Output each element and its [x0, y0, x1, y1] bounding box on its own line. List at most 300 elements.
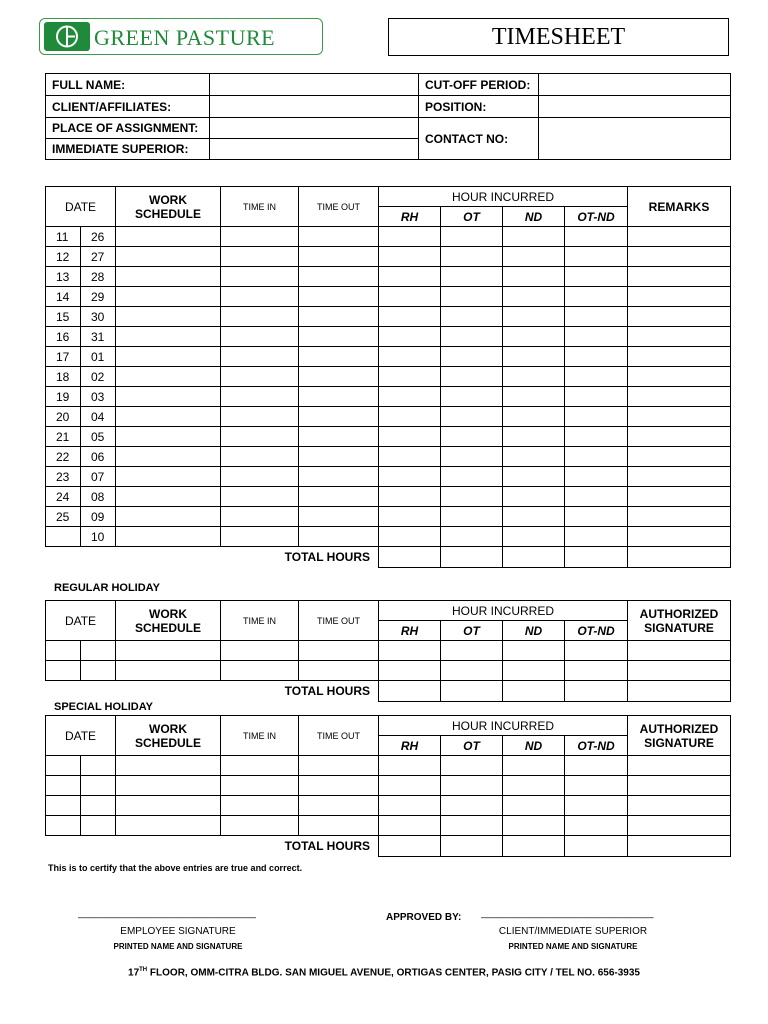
entry-cell[interactable]	[81, 816, 116, 836]
entry-cell[interactable]	[441, 661, 503, 681]
entry-cell[interactable]	[46, 661, 81, 681]
entry-cell[interactable]	[565, 307, 628, 327]
entry-cell[interactable]	[565, 347, 628, 367]
entry-cell[interactable]	[441, 447, 503, 467]
entry-cell[interactable]	[379, 487, 441, 507]
table-row	[46, 227, 731, 247]
table-row	[46, 407, 731, 427]
total-ot[interactable]	[441, 547, 503, 568]
client-field[interactable]	[210, 96, 419, 118]
entry-cell[interactable]	[379, 287, 441, 307]
entry-cell[interactable]	[379, 327, 441, 347]
entry-cell[interactable]	[379, 661, 441, 681]
col-ot: OT	[441, 207, 503, 227]
entry-cell[interactable]	[441, 641, 503, 661]
date-first-half: 13	[46, 267, 81, 287]
logo-mark-icon	[44, 22, 90, 51]
entry-cell[interactable]	[628, 756, 731, 776]
entry-cell[interactable]	[628, 247, 731, 267]
date-second-half: 01	[81, 347, 116, 367]
place-label: PLACE OF ASSIGNMENT:	[46, 118, 210, 139]
total-rh[interactable]	[379, 681, 441, 702]
entry-cell[interactable]	[441, 267, 503, 287]
col-rh: RH	[379, 207, 441, 227]
entry-cell[interactable]	[221, 527, 299, 547]
date-second-half: 06	[81, 447, 116, 467]
date-second-half: 04	[81, 407, 116, 427]
approver-printed-name-label: PRINTED NAME AND SIGNATURE	[508, 942, 638, 951]
col-date: DATE	[46, 601, 116, 641]
table-row	[46, 327, 731, 347]
date-second-half: 31	[81, 327, 116, 347]
entry-cell[interactable]	[379, 307, 441, 327]
entry-cell[interactable]	[503, 367, 565, 387]
entry-cell[interactable]	[565, 247, 628, 267]
entry-cell[interactable]	[628, 641, 731, 661]
entry-cell[interactable]	[565, 367, 628, 387]
approved-by-label: APPROVED BY:	[386, 912, 462, 923]
date-second-half: 09	[81, 507, 116, 527]
col-rh: RH	[379, 621, 441, 641]
entry-cell[interactable]	[379, 527, 441, 547]
special-holiday-table	[45, 715, 731, 857]
entry-cell[interactable]	[116, 447, 221, 467]
entry-cell[interactable]	[221, 387, 299, 407]
table-row	[46, 796, 731, 816]
table-row	[46, 447, 731, 467]
col-otnd: OT-ND	[565, 207, 628, 227]
entry-cell[interactable]	[379, 756, 441, 776]
entry-cell[interactable]	[299, 427, 379, 447]
entry-cell[interactable]	[628, 327, 731, 347]
entry-cell[interactable]	[221, 327, 299, 347]
entry-cell[interactable]	[221, 467, 299, 487]
entry-cell[interactable]	[628, 487, 731, 507]
entry-cell[interactable]	[379, 467, 441, 487]
entry-cell[interactable]	[221, 816, 299, 836]
entry-cell[interactable]	[565, 327, 628, 347]
entry-cell[interactable]	[221, 427, 299, 447]
entry-cell[interactable]	[299, 487, 379, 507]
date-second-half: 27	[81, 247, 116, 267]
entry-cell[interactable]	[503, 776, 565, 796]
company-logo	[39, 18, 323, 55]
entry-cell[interactable]	[379, 247, 441, 267]
entry-cell[interactable]	[81, 756, 116, 776]
entry-cell[interactable]	[379, 776, 441, 796]
entry-cell[interactable]	[441, 507, 503, 527]
entry-cell[interactable]	[299, 307, 379, 327]
col-work-schedule: WORK SCHEDULE	[116, 716, 221, 756]
entry-cell[interactable]	[503, 427, 565, 447]
entry-cell[interactable]	[628, 227, 731, 247]
entry-cell[interactable]	[116, 816, 221, 836]
entry-cell[interactable]	[116, 387, 221, 407]
table-row	[46, 367, 731, 387]
total-otnd[interactable]	[565, 547, 628, 568]
entry-cell[interactable]	[379, 816, 441, 836]
entry-cell[interactable]	[503, 387, 565, 407]
entry-cell[interactable]	[299, 661, 379, 681]
entry-cell[interactable]	[299, 467, 379, 487]
date-first-half: 17	[46, 347, 81, 367]
entry-cell[interactable]	[116, 776, 221, 796]
col-hour-incurred: HOUR INCURRED	[379, 187, 628, 207]
entry-cell[interactable]	[628, 307, 731, 327]
entry-cell[interactable]	[503, 327, 565, 347]
col-time-out: TIME OUT	[299, 187, 379, 227]
approver-signature-label: CLIENT/IMMEDIATE SUPERIOR	[498, 926, 648, 937]
entry-cell[interactable]	[299, 267, 379, 287]
company-name: GREEN PASTURE	[94, 25, 276, 50]
entry-cell[interactable]	[221, 407, 299, 427]
entry-cell[interactable]	[221, 267, 299, 287]
entry-cell[interactable]	[221, 796, 299, 816]
date-first-half: 20	[46, 407, 81, 427]
entry-cell[interactable]	[379, 267, 441, 287]
entry-cell[interactable]	[299, 641, 379, 661]
entry-cell[interactable]	[81, 776, 116, 796]
entry-cell[interactable]	[441, 467, 503, 487]
col-otnd: OT-ND	[565, 621, 628, 641]
entry-cell[interactable]	[116, 756, 221, 776]
entry-cell[interactable]	[116, 267, 221, 287]
entry-cell[interactable]	[116, 467, 221, 487]
entry-cell[interactable]	[299, 527, 379, 547]
entry-cell[interactable]	[503, 467, 565, 487]
entry-cell[interactable]	[441, 427, 503, 447]
client-label: CLIENT/AFFILIATES:	[46, 96, 210, 118]
entry-cell[interactable]	[221, 661, 299, 681]
entry-cell[interactable]	[46, 816, 81, 836]
entry-cell[interactable]	[441, 527, 503, 547]
entry-cell[interactable]	[503, 816, 565, 836]
entry-cell[interactable]	[379, 367, 441, 387]
entry-cell[interactable]	[299, 367, 379, 387]
entry-cell[interactable]	[565, 796, 628, 816]
date-second-half: 30	[81, 307, 116, 327]
entry-cell[interactable]	[81, 796, 116, 816]
entry-cell[interactable]	[46, 756, 81, 776]
entry-cell[interactable]	[565, 267, 628, 287]
col-authorized-signature: AUTHORIZED SIGNATURE	[628, 716, 731, 756]
col-time-out: TIME OUT	[299, 716, 379, 756]
entry-cell[interactable]	[503, 247, 565, 267]
entry-cell[interactable]	[81, 661, 116, 681]
entry-cell[interactable]	[503, 661, 565, 681]
entry-cell[interactable]	[503, 796, 565, 816]
date-first-half: 16	[46, 327, 81, 347]
entry-cell[interactable]	[503, 307, 565, 327]
entry-cell[interactable]	[116, 507, 221, 527]
entry-cell[interactable]	[221, 347, 299, 367]
entry-cell[interactable]	[628, 467, 731, 487]
total-hours-label: TOTAL HOURS	[46, 836, 379, 857]
entry-cell[interactable]	[379, 347, 441, 367]
entry-cell[interactable]	[441, 796, 503, 816]
entry-cell[interactable]	[441, 387, 503, 407]
entry-cell[interactable]	[503, 447, 565, 467]
entry-cell[interactable]	[299, 447, 379, 467]
entry-cell[interactable]	[299, 507, 379, 527]
table-row	[46, 307, 731, 327]
col-time-in: TIME IN	[221, 601, 299, 641]
date-second-half: 28	[81, 267, 116, 287]
entry-cell[interactable]	[503, 641, 565, 661]
entry-cell[interactable]	[379, 427, 441, 447]
entry-cell[interactable]	[299, 407, 379, 427]
entry-cell[interactable]	[116, 287, 221, 307]
entry-cell[interactable]	[116, 227, 221, 247]
entry-cell[interactable]	[503, 507, 565, 527]
date-first-half	[46, 527, 81, 547]
entry-cell[interactable]	[221, 756, 299, 776]
entry-cell[interactable]	[628, 427, 731, 447]
special-holiday-label: SPECIAL HOLIDAY	[54, 701, 154, 713]
date-second-half: 02	[81, 367, 116, 387]
position-field[interactable]	[539, 96, 731, 118]
entry-cell[interactable]	[116, 307, 221, 327]
entry-cell[interactable]	[441, 327, 503, 347]
total-remarks[interactable]	[628, 547, 731, 568]
col-ot: OT	[441, 621, 503, 641]
entry-cell[interactable]	[503, 527, 565, 547]
date-first-half: 12	[46, 247, 81, 267]
entry-cell[interactable]	[441, 287, 503, 307]
date-first-half: 25	[46, 507, 81, 527]
entry-cell[interactable]	[565, 661, 628, 681]
entry-cell[interactable]	[221, 641, 299, 661]
entry-cell[interactable]	[628, 287, 731, 307]
table-row	[46, 287, 731, 307]
entry-cell[interactable]	[116, 347, 221, 367]
table-row	[46, 756, 731, 776]
entry-cell[interactable]	[379, 407, 441, 427]
table-row	[46, 527, 731, 547]
entry-cell[interactable]	[221, 487, 299, 507]
entry-cell[interactable]	[299, 227, 379, 247]
entry-cell[interactable]	[221, 367, 299, 387]
total-otnd[interactable]	[565, 681, 628, 702]
entry-cell[interactable]	[379, 796, 441, 816]
date-second-half: 03	[81, 387, 116, 407]
table-row	[46, 467, 731, 487]
entry-cell[interactable]	[565, 776, 628, 796]
entry-cell[interactable]	[221, 776, 299, 796]
total-ot[interactable]	[441, 681, 503, 702]
employee-info-table	[45, 73, 731, 160]
date-first-half: 11	[46, 227, 81, 247]
entry-cell[interactable]	[299, 776, 379, 796]
entry-cell[interactable]	[441, 487, 503, 507]
entry-cell[interactable]	[628, 507, 731, 527]
total-hours-label: TOTAL HOURS	[46, 681, 379, 702]
entry-cell[interactable]	[565, 641, 628, 661]
entry-cell[interactable]	[503, 227, 565, 247]
total-otnd[interactable]	[565, 836, 628, 857]
total-nd[interactable]	[503, 547, 565, 568]
table-row	[46, 427, 731, 447]
date-second-half: 29	[81, 287, 116, 307]
entry-cell[interactable]	[46, 776, 81, 796]
entry-cell[interactable]	[441, 756, 503, 776]
entry-cell[interactable]	[441, 367, 503, 387]
entry-cell[interactable]	[565, 387, 628, 407]
total-signature[interactable]	[628, 836, 731, 857]
company-address: 17TH FLOOR, OMM-CITRA BLDG. SAN MIGUEL AVENUE, ORTIGAS CENTER, PASIG CITY / TEL NO. 656-3935	[128, 967, 640, 979]
col-nd: ND	[503, 207, 565, 227]
entry-cell[interactable]	[628, 347, 731, 367]
total-ot[interactable]	[441, 836, 503, 857]
entry-cell[interactable]	[503, 487, 565, 507]
entry-cell[interactable]	[628, 407, 731, 427]
entry-cell[interactable]	[116, 661, 221, 681]
entry-cell[interactable]	[116, 641, 221, 661]
total-nd[interactable]	[503, 836, 565, 857]
col-hour-incurred: HOUR INCURRED	[379, 716, 628, 736]
cutoff-label: CUT-OFF PERIOD:	[419, 74, 539, 96]
date-first-half: 21	[46, 427, 81, 447]
col-work-schedule: WORK SCHEDULE	[116, 187, 221, 227]
entry-cell[interactable]	[299, 287, 379, 307]
full-name-field[interactable]	[210, 74, 419, 96]
entry-cell[interactable]	[441, 347, 503, 367]
entry-cell[interactable]	[565, 427, 628, 447]
entry-cell[interactable]	[628, 776, 731, 796]
entry-cell[interactable]	[299, 387, 379, 407]
cutoff-field[interactable]	[539, 74, 731, 96]
entry-cell[interactable]	[441, 227, 503, 247]
entry-cell[interactable]	[299, 756, 379, 776]
entry-cell[interactable]	[565, 467, 628, 487]
entry-cell[interactable]	[299, 247, 379, 267]
entry-cell[interactable]	[441, 816, 503, 836]
col-date: DATE	[46, 187, 116, 227]
entry-cell[interactable]	[503, 267, 565, 287]
approver-signature-line[interactable]: _______________________________	[481, 908, 654, 919]
entry-cell[interactable]	[116, 367, 221, 387]
entry-cell[interactable]	[221, 307, 299, 327]
employee-signature-line[interactable]: ________________________________	[78, 908, 256, 919]
certification-text: This is to certify that the above entries are true and correct.	[48, 863, 303, 873]
entry-cell[interactable]	[379, 641, 441, 661]
entry-cell[interactable]	[379, 447, 441, 467]
superior-field[interactable]	[210, 139, 419, 160]
entry-cell[interactable]	[441, 407, 503, 427]
superior-label: IMMEDIATE SUPERIOR:	[46, 139, 210, 160]
total-rh[interactable]	[379, 836, 441, 857]
entry-cell[interactable]	[565, 287, 628, 307]
date-second-half: 10	[81, 527, 116, 547]
entry-cell[interactable]	[221, 247, 299, 267]
entry-cell[interactable]	[46, 641, 81, 661]
col-rh: RH	[379, 736, 441, 756]
entry-cell[interactable]	[116, 407, 221, 427]
entry-cell[interactable]	[299, 816, 379, 836]
entry-cell[interactable]	[628, 661, 731, 681]
entry-cell[interactable]	[628, 527, 731, 547]
entry-cell[interactable]	[565, 527, 628, 547]
entry-cell[interactable]	[503, 407, 565, 427]
entry-cell[interactable]	[628, 796, 731, 816]
entry-cell[interactable]	[221, 507, 299, 527]
entry-cell[interactable]	[441, 776, 503, 796]
total-nd[interactable]	[503, 681, 565, 702]
full-name-label: FULL NAME:	[46, 74, 210, 96]
entry-cell[interactable]	[299, 327, 379, 347]
entry-cell[interactable]	[565, 447, 628, 467]
entry-cell[interactable]	[628, 267, 731, 287]
entry-cell[interactable]	[116, 427, 221, 447]
place-field[interactable]	[210, 118, 419, 139]
entry-cell[interactable]	[379, 387, 441, 407]
table-row	[46, 487, 731, 507]
entry-cell[interactable]	[221, 287, 299, 307]
date-first-half: 24	[46, 487, 81, 507]
entry-cell[interactable]	[441, 247, 503, 267]
date-first-half: 18	[46, 367, 81, 387]
entry-cell[interactable]	[565, 407, 628, 427]
entry-cell[interactable]	[116, 527, 221, 547]
table-row	[46, 816, 731, 836]
entry-cell[interactable]	[379, 227, 441, 247]
entry-cell[interactable]	[81, 641, 116, 661]
col-ot: OT	[441, 736, 503, 756]
regular-holiday-label: REGULAR HOLIDAY	[54, 582, 160, 594]
date-first-half: 19	[46, 387, 81, 407]
total-signature[interactable]	[628, 681, 731, 702]
entry-cell[interactable]	[379, 507, 441, 527]
entry-cell[interactable]	[628, 816, 731, 836]
entry-cell[interactable]	[628, 447, 731, 467]
col-time-in: TIME IN	[221, 716, 299, 756]
entry-cell[interactable]	[116, 247, 221, 267]
entry-cell[interactable]	[441, 307, 503, 327]
entry-cell[interactable]	[299, 796, 379, 816]
entry-cell[interactable]	[116, 327, 221, 347]
entry-cell[interactable]	[565, 507, 628, 527]
date-second-half: 08	[81, 487, 116, 507]
date-first-half: 23	[46, 467, 81, 487]
date-first-half: 15	[46, 307, 81, 327]
entry-cell[interactable]	[221, 447, 299, 467]
entry-cell[interactable]	[221, 227, 299, 247]
entry-cell[interactable]	[628, 367, 731, 387]
entry-cell[interactable]	[46, 796, 81, 816]
contact-field[interactable]	[539, 118, 731, 160]
col-nd: ND	[503, 736, 565, 756]
entry-cell[interactable]	[116, 796, 221, 816]
table-row	[46, 776, 731, 796]
total-rh[interactable]	[379, 547, 441, 568]
entry-cell[interactable]	[565, 756, 628, 776]
col-nd: ND	[503, 621, 565, 641]
total-hours-label: TOTAL HOURS	[284, 550, 370, 565]
entry-cell[interactable]	[503, 287, 565, 307]
entry-cell[interactable]	[565, 487, 628, 507]
entry-cell[interactable]	[565, 816, 628, 836]
entry-cell[interactable]	[628, 387, 731, 407]
entry-cell[interactable]	[503, 756, 565, 776]
col-hour-incurred: HOUR INCURRED	[379, 601, 628, 621]
entry-cell[interactable]	[565, 227, 628, 247]
page-title: TIMESHEET	[388, 18, 729, 56]
entry-cell[interactable]	[116, 487, 221, 507]
entry-cell[interactable]	[299, 347, 379, 367]
date-second-half: 05	[81, 427, 116, 447]
entry-cell[interactable]	[503, 347, 565, 367]
contact-label: CONTACT NO:	[419, 118, 539, 160]
